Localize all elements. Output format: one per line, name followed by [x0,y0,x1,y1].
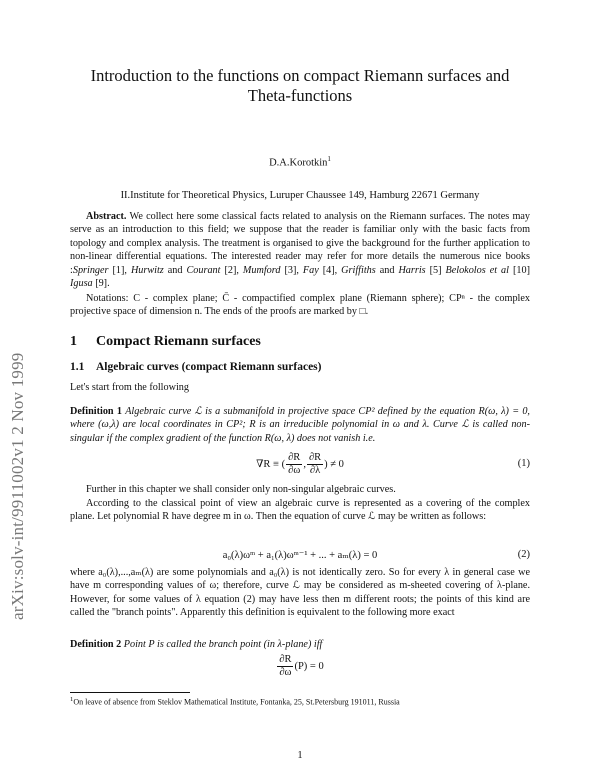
ref-courant: Courant [186,264,221,276]
equation-2 [70,549,530,561]
subsection-title: Algebraic curves (compact Riemann surfaces) [96,361,322,373]
arxiv-id: arXiv:solv-int/9911002v1 2 Nov 1999 [8,352,27,620]
intro-line: Let's start from the following [70,382,189,393]
definition-1 [70,405,530,445]
arxiv-stamp [2,210,42,630]
ref-belokolos: Belokolos et al [445,264,509,276]
definition-2-text: Point P is called the branch point (in λ-plane) iff [123,639,323,650]
eq1-comma: , [303,458,306,470]
eq2-number: (2) [517,549,530,560]
subsection-number: 1.1 [70,361,85,373]
ref-igusa: Igusa [70,278,93,290]
definition-2 [70,638,530,651]
section-number: 1 [70,334,77,349]
ref-and-1: and [163,264,187,276]
ref-igusa-num: [9]. [92,278,110,290]
equation-3 [70,654,530,679]
affiliation: II.Institute for Theoretical Physics, Luruper Chaussee 149, Hamburg 22671 Germany [120,190,480,201]
eq1-frac-2-num: ∂R [308,452,322,463]
eq1-number: (1) [517,458,530,469]
subsection-1-1-heading [70,361,321,373]
abstract-label: Abstract. [86,211,127,222]
ref-hurwitz: Hurwitz [130,264,164,276]
eq3-frac [277,654,293,679]
section-1-heading [70,334,261,350]
section-title: Compact Riemann surfaces [96,334,261,349]
footnote [70,696,530,707]
eq3-rhs: (P) = 0 [294,660,324,672]
ref-harris-num: [5] [425,264,446,276]
eq1-lhs: ∇R ≡ ( [256,458,286,470]
author-name: D.A.Korotkin [269,157,328,169]
abstract [70,210,530,290]
para-further: Further in this chapter we shall consider only non-singular algebraic curves. [86,484,396,495]
ref-belokolos-num: [10] [508,264,530,276]
page-number: 1 [297,750,303,761]
paper-title [60,66,540,106]
eq3-frac-den: ∂ω [279,667,292,678]
abstract-text: We collect here some classical facts related to analysis on the Riemann surfaces. The notes may serve as an introduction to this field; we suppose that the reader is familiar only with the basic facts from topology and complex analysis. The treatment is organised to give the background for the further application to non-linear differential equations. The interested reader may refer for more details the numerous nice books : [70,211,530,276]
eq1-frac-2 [307,452,323,477]
ref-griffiths: Griffiths [341,264,376,276]
definition-1-label: Definition 1 [70,406,122,417]
footnote-rule [70,692,190,693]
eq1-rhs: ) ≠ 0 [324,458,344,470]
definition-2-label: Definition 2 [70,639,122,650]
notations: Notations: C - complex plane; C̄ - compactified complex plane (Riemann sphere); CPⁿ - the complex projective space of dimension n. The ends of the proofs are marked by □. [70,293,530,318]
eq1-frac-2-den: ∂λ [309,465,321,476]
eq1-frac-1 [286,452,302,477]
para-where: where a₀(λ),...,aₘ(λ) are some polynomials and a₀(λ) is not identically zero. So for every λ in general case we have m corresponding values of ω; therefore, curve ℒ may be considered as m-sheeted covering of λ-plane. However, for some values of λ equation (2) may have less then m different roots; the points of this kind are called the "branch points". Apparently this definition is equivalent to the following more exact [70,567,530,619]
equation-1 [70,452,530,477]
ref-fay-num: [4], [318,264,342,276]
author-footnote-mark: 1 [327,155,331,163]
ref-mumford: Mumford [242,264,281,276]
ref-mumford-num: [3], [280,264,303,276]
author [0,155,600,169]
ref-springer: Springer [72,264,109,276]
ref-harris: Harris [398,264,426,276]
ref-springer-num: [1], [108,264,131,276]
ref-fay: Fay [302,264,319,276]
eq1-frac-1-den: ∂ω [288,465,301,476]
title-line-1: Introduction to the functions on compact Riemann surfaces and [90,66,510,85]
title-line-2: Theta-functions [247,86,353,105]
eq2-text: a₀(λ)ωᵐ + a₁(λ)ωᵐ⁻¹ + ... + aₘ(λ) = 0 [222,550,378,561]
footnote-mark: 1 [70,696,74,703]
footnote-text: On leave of absence from Steklov Mathematical Institute, Fontanka, 25, St.Petersburg 191011, Russia [73,697,400,707]
definition-1-text: Algebraic curve ℒ is a submanifold in projective space CP² defined by the equation R(ω, λ) = 0, where (ω,λ) are local coordinates in CP²; R is an irreducible polynomial in ω and λ. Curve ℒ is called non-singular if the complex gradient of the function R(ω, λ) does not vanish i.e. [70,406,530,444]
para-classical: According to the classical point of view an algebraic curve is represented as a covering of the complex plane. Let polynomial R have degree m in ω. Then the equation of curve ℒ may be written as follows: [70,498,530,523]
ref-and-2: and [375,264,399,276]
ref-courant-num: [2], [220,264,243,276]
eq1-frac-1-num: ∂R [288,452,301,463]
eq3-frac-num: ∂R [279,654,292,665]
